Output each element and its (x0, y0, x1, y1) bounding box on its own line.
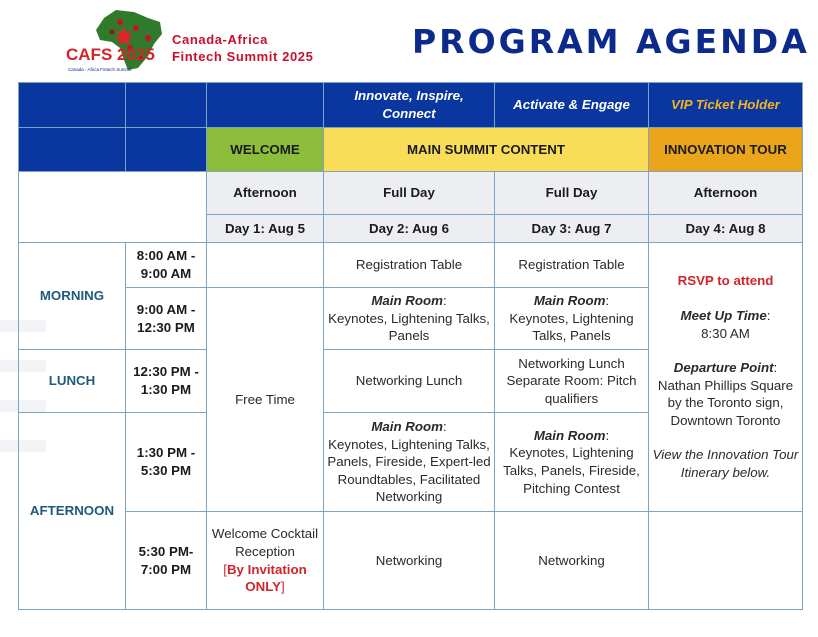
day3-main-room-afternoon (495, 413, 649, 512)
time-0800 (126, 243, 207, 288)
day3-registration: Registration Table (495, 243, 649, 288)
section-main: MAIN SUMMIT CONTENT (324, 128, 649, 172)
departure-label: Departure Point (673, 360, 774, 376)
time-start: 1:30 PM - (136, 445, 196, 461)
itinerary-note: View the Innovation Tour Itinerary below. (652, 447, 799, 481)
duration-day1: Afternoon (207, 172, 324, 215)
duration-row (19, 172, 803, 215)
day2-main-room-afternoon (324, 413, 495, 512)
colon: : (442, 293, 447, 309)
day4-header: Day 4: Aug 8 (649, 215, 803, 243)
event-name-line1: Canada-Africa (172, 32, 268, 47)
time-end: 7:00 PM (140, 561, 192, 577)
bracket-close: ] (281, 579, 285, 595)
duration-day4: Afternoon (649, 172, 803, 215)
time-start: 8:00 AM - (136, 248, 196, 264)
day1-free-time: Free Time (207, 288, 324, 512)
time-start: 12:30 PM - (133, 364, 199, 380)
main-room-content: Keynotes, Lightening Talks, Panels (328, 310, 490, 344)
row-1730 (19, 512, 803, 610)
day2-lunch: Networking Lunch (324, 350, 495, 413)
day3-header: Day 3: Aug 7 (495, 215, 649, 243)
event-name (172, 31, 372, 65)
colon: : (442, 419, 447, 435)
blank-cell (126, 128, 207, 172)
main-room-content: Keynotes, Lightening Talks, Panels (509, 310, 634, 344)
section-row (19, 128, 803, 172)
track-innovate: Innovate, Inspire, Connect (324, 83, 495, 128)
time-1230 (126, 350, 207, 413)
day1-empty (207, 243, 324, 288)
main-room-label: Main Room (533, 427, 606, 443)
time-start: 9:00 AM - (136, 301, 196, 317)
duration-day3: Full Day (495, 172, 649, 215)
colon: : (605, 293, 610, 309)
time-end: 5:30 PM (140, 463, 192, 478)
invitation-note: By Invitation ONLY (226, 561, 307, 595)
svg-text:CAFS 2025: CAFS 2025 (66, 45, 155, 64)
time-1330 (126, 413, 207, 512)
period-lunch: LUNCH (19, 350, 126, 413)
meet-value: 8:30 AM (701, 325, 750, 341)
rsvp-text: RSVP to attend (677, 273, 774, 289)
day2-main-room (324, 288, 495, 350)
day3-networking: Networking (495, 512, 649, 610)
day2-registration: Registration Table (324, 243, 495, 288)
tour-details (649, 243, 803, 512)
time-end: 9:00 AM (140, 266, 192, 281)
period-morning: MORNING (19, 243, 126, 350)
day3-lunch: Networking Lunch Separate Room: Pitch qualifiers (495, 350, 649, 413)
page-title: PROGRAM AGENDA (412, 22, 810, 61)
time-1730 (126, 512, 207, 610)
blank-corner (19, 172, 207, 243)
main-room-label: Main Room (371, 419, 443, 435)
day2-networking: Networking (324, 512, 495, 610)
blank-cell (207, 83, 324, 128)
time-0900 (126, 288, 207, 350)
section-welcome: WELCOME (207, 128, 324, 172)
section-tour: INNOVATION TOUR (649, 128, 803, 172)
day1-welcome-reception (207, 512, 324, 610)
svg-text:Canada - Africa Fintech Summit: Canada - Africa Fintech Summit (68, 67, 132, 72)
row-0800 (19, 243, 803, 288)
day1-header: Day 1: Aug 5 (207, 215, 324, 243)
day4-empty (649, 512, 803, 610)
track-vip: VIP Ticket Holder (649, 83, 803, 128)
day3-main-room (495, 288, 649, 350)
main-room-label: Main Room (371, 293, 443, 309)
blank-cell (19, 83, 126, 128)
blank-cell (126, 83, 207, 128)
track-activate: Activate & Engage (495, 83, 649, 128)
blank-cell (19, 128, 126, 172)
departure-value: Nathan Phillips Square by the Toronto sign, Downtown Toronto (657, 377, 794, 428)
colon: : (773, 360, 778, 376)
period-afternoon: AFTERNOON (19, 413, 126, 610)
duration-day2: Full Day (324, 172, 495, 215)
header (0, 0, 818, 80)
time-start: 5:30 PM- (138, 543, 194, 559)
time-end: 12:30 PM (137, 319, 195, 335)
bracket-open: [ (223, 561, 227, 577)
time-end: 1:30 PM (140, 382, 192, 397)
cafs-logo (64, 8, 168, 74)
event-name-line2: Fintech Summit 2025 (172, 49, 314, 64)
meet-label: Meet Up Time (680, 307, 767, 323)
day2-header: Day 2: Aug 6 (324, 215, 495, 243)
agenda-table (18, 82, 803, 610)
main-room-content: Keynotes, Lightening Talks, Panels, Fireside, Pitching Contest (503, 445, 640, 496)
reception-text: Welcome Cocktail Reception (211, 526, 319, 559)
colon: : (766, 307, 771, 323)
colon: : (605, 427, 610, 443)
track-row (19, 83, 803, 128)
main-room-content: Keynotes, Lightening Talks, Panels, Fireside, Expert-led Roundtables, Facilitated Networking (327, 436, 491, 505)
main-room-label: Main Room (533, 293, 606, 309)
